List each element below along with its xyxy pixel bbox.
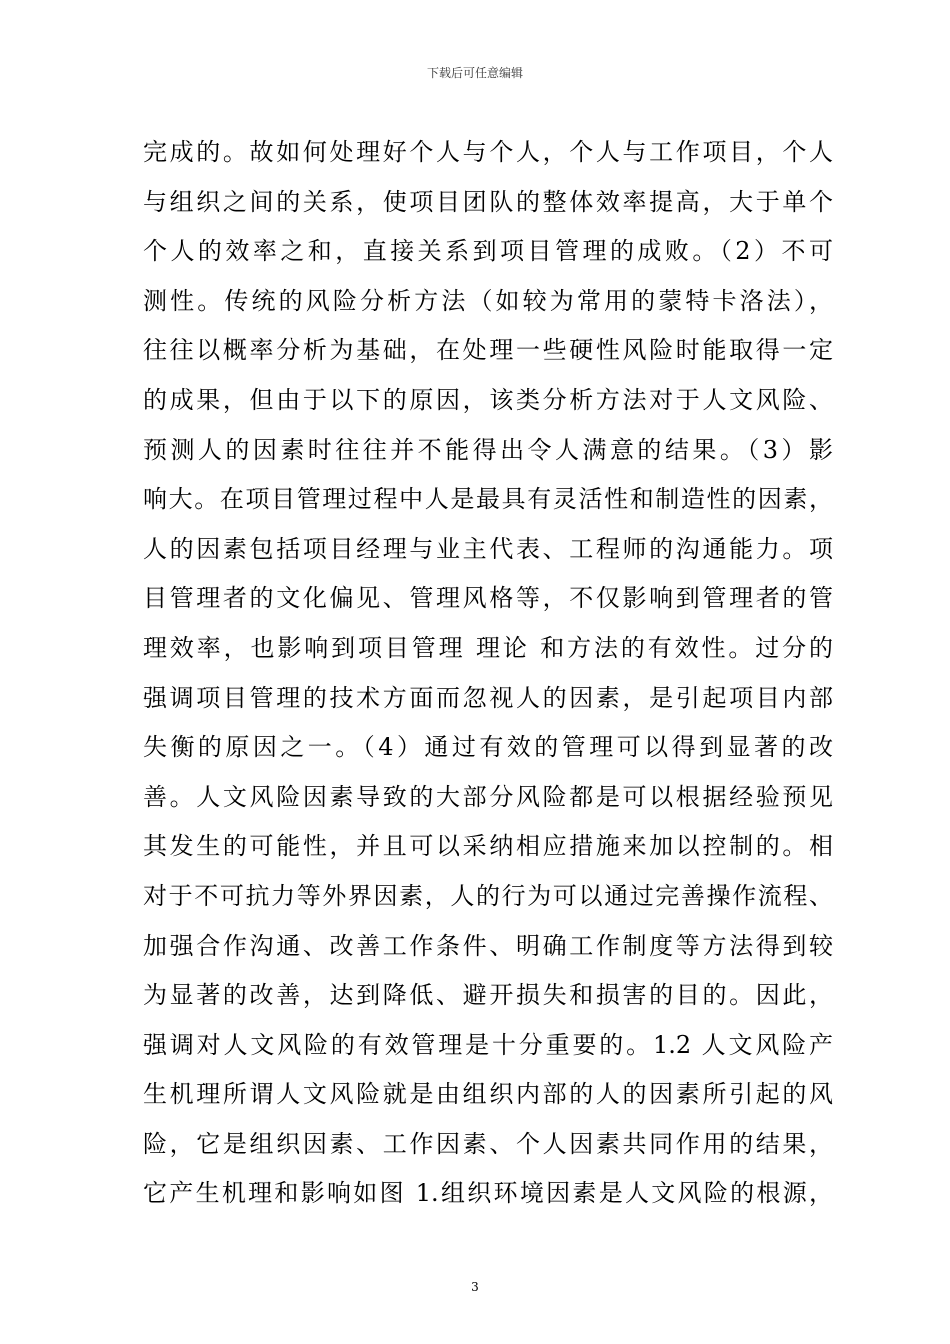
- text-line: 生机理所谓人文风险就是由组织内部的人的因素所引起的风: [143, 1080, 833, 1109]
- text-line: 善。人文风险因素导致的大部分风险都是可以根据经验预见: [143, 782, 833, 811]
- text-line: 预测人的因素时往往并不能得出令人满意的结果。（3）影: [143, 435, 833, 464]
- text-line: 其发生的可能性，并且可以采纳相应措施来加以控制的。相: [143, 832, 833, 861]
- text-line: 它产生机理和影响如图 1.组织环境因素是人文风险的根源，: [143, 1179, 833, 1208]
- text-line: 往往以概率分析为基础，在处理一些硬性风险时能取得一定: [143, 336, 833, 365]
- body-text: [143, 128, 833, 1219]
- text-line: 目管理者的文化偏见、管理风格等，不仅影响到管理者的管: [143, 584, 833, 613]
- text-line: 强调对人文风险的有效管理是十分重要的。1.2 人文风险产: [143, 1030, 833, 1059]
- text-line: 加强合作沟通、改善工作条件、明确工作制度等方法得到较: [143, 931, 833, 960]
- text-line: 对于不可抗力等外界因素，人的行为可以通过完善操作流程、: [143, 881, 833, 910]
- text-line: 失衡的原因之一。（4）通过有效的管理可以得到显著的改: [143, 733, 833, 762]
- text-line: 与组织之间的关系，使项目团队的整体效率提高，大于单个: [143, 187, 833, 216]
- text-line: 测性。传统的风险分析方法（如较为常用的蒙特卡洛法），: [143, 286, 833, 315]
- text-line: 响大。在项目管理过程中人是最具有灵活性和制造性的因素，: [143, 485, 833, 514]
- text-line: 理效率，也影响到项目管理 理论 和方法的有效性。过分的: [143, 633, 833, 662]
- text-line: 的成果，但由于以下的原因，该类分析方法对于人文风险、: [143, 385, 833, 414]
- text-line: 险，它是组织因素、工作因素、个人因素共同作用的结果，: [143, 1129, 833, 1158]
- text-line: 人的因素包括项目经理与业主代表、工程师的沟通能力。项: [143, 534, 833, 563]
- text-line: 完成的。故如何处理好个人与个人，个人与工作项目，个人: [143, 138, 833, 166]
- page-number: 3: [471, 1280, 479, 1294]
- text-line: 个人的效率之和，直接关系到项目管理的成败。（2）不可: [143, 237, 833, 266]
- text-line: 为显著的改善，达到降低、避开损失和损害的目的。因此，: [143, 981, 833, 1010]
- page-header: 下载后可任意编辑: [426, 66, 523, 80]
- text-line: 强调项目管理的技术方面而忽视人的因素，是引起项目内部: [143, 683, 833, 712]
